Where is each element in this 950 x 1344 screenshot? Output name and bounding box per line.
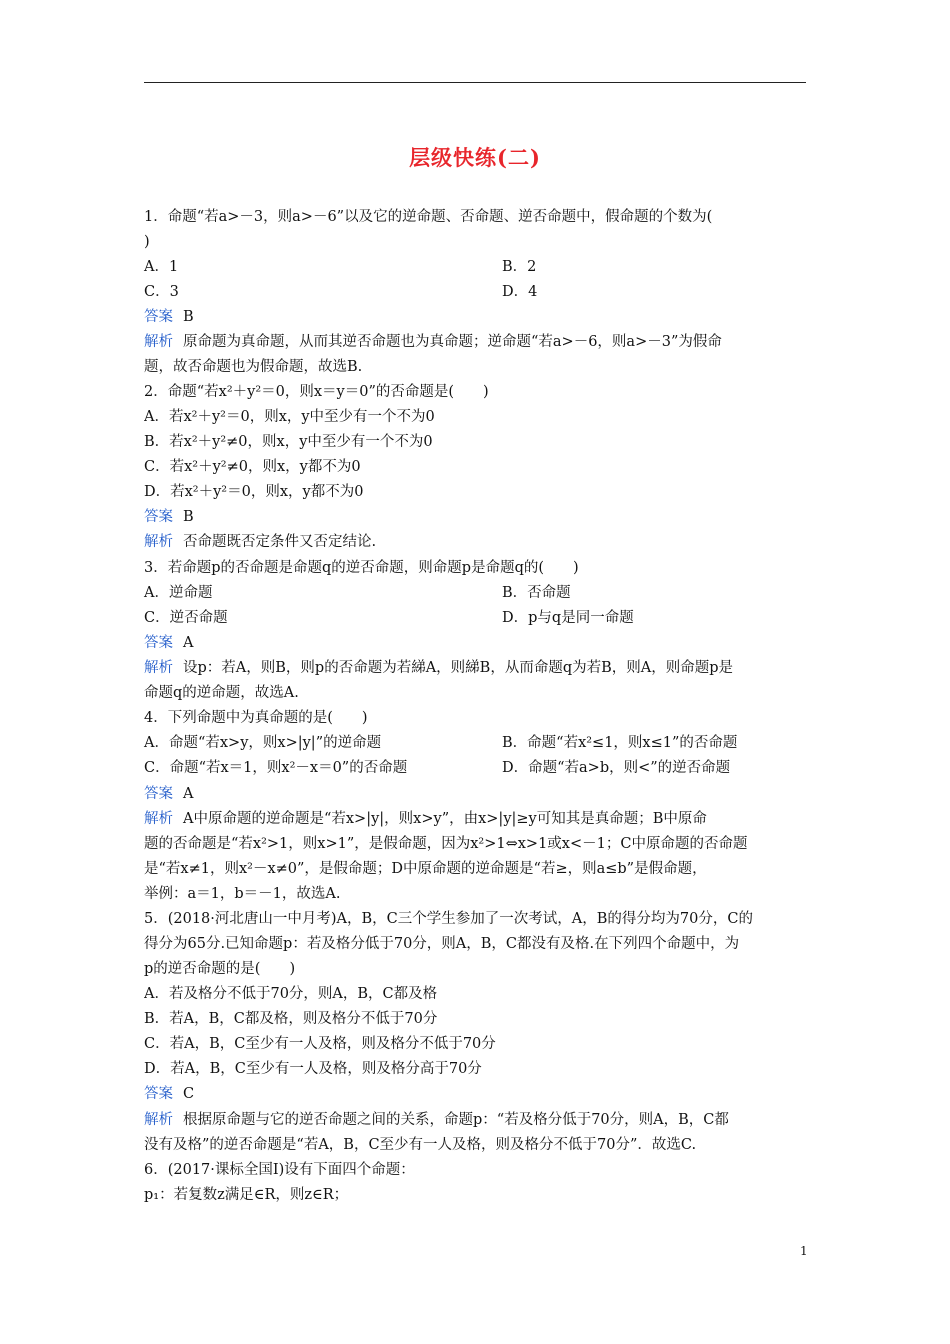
q2-option-b: B．若x²＋y²≠0，则x，y中至少有一个不为0 bbox=[144, 434, 433, 450]
analysis-label: 解析 bbox=[144, 1112, 173, 1128]
q4-option-c: C．命题“若x＝1，则x²－x＝0”的否命题 bbox=[144, 760, 408, 776]
q2-option-a: A．若x²＋y²＝0，则x，y中至少有一个不为0 bbox=[144, 409, 435, 425]
q1-analysis-line1: 原命题为真命题，从而其逆否命题也为真命题；逆命题“若a>－6，则a>－3”为假命 bbox=[183, 334, 722, 350]
q4-answer bbox=[144, 782, 806, 807]
q1-option-c: C．3 bbox=[144, 284, 179, 300]
answer-label: 答案 bbox=[144, 1086, 173, 1102]
q2-option-c: C．若x²＋y²≠0，则x，y都不为0 bbox=[144, 459, 361, 475]
q3-analysis-line2: 命题q的逆命题，故选A. bbox=[144, 685, 299, 701]
q6-proposition-p1: p₁：若复数z满足∈R，则z∈R； bbox=[144, 1187, 349, 1203]
q5-option-c: C．若A，B，C至少有一人及格，则及格分不低于70分 bbox=[144, 1036, 496, 1052]
q3-option-b: B．否命题 bbox=[502, 585, 571, 601]
q3-stem: 3．若命题p的否命题是命题q的逆否命题，则命题p是命题q的( ) bbox=[144, 560, 579, 576]
q2-option-d: D．若x²＋y²＝0，则x，y都不为0 bbox=[144, 484, 364, 500]
q3-analysis-line1: 设p：若A，则B，则p的否命题为若綈A，则綈B，从而命题q为若B，则A，则命题p是 bbox=[183, 660, 734, 676]
q4-answer-value: A bbox=[183, 786, 194, 802]
q2-answer-value: B bbox=[183, 509, 194, 525]
q5-stem-line1: 5．(2018·河北唐山一中月考)A，B，C三个学生参加了一次考试，A，B的得分均为70分，C的 bbox=[144, 911, 753, 927]
q3-option-c: C．逆否命题 bbox=[144, 610, 228, 626]
q1-stem-line2: ) bbox=[144, 234, 150, 250]
header-rule bbox=[144, 82, 806, 83]
q5-answer bbox=[144, 1082, 806, 1107]
q4-analysis bbox=[144, 807, 806, 832]
q2-analysis-line1: 否命题既否定条件又否定结论. bbox=[183, 534, 377, 550]
q3-option-a: A．逆命题 bbox=[144, 585, 213, 601]
page-number: 1 bbox=[800, 1244, 808, 1258]
page-title: 层级快练(二) bbox=[409, 145, 541, 170]
q4-analysis-line3: 是“若x≠1，则x²－x≠0”，是假命题；D中原命题的逆命题是“若≥，则a≤b”是假命题， bbox=[144, 861, 707, 877]
answer-label: 答案 bbox=[144, 309, 173, 325]
q6-stem: 6．(2017·课标全国Ⅰ)设有下面四个命题： bbox=[144, 1162, 415, 1178]
q4-analysis-line4: 举例：a＝1，b＝－1，故选A. bbox=[144, 886, 341, 902]
analysis-label: 解析 bbox=[144, 660, 173, 676]
q4-option-b: B．命题“若x²≤1，则x≤1”的否命题 bbox=[502, 735, 738, 751]
q1-option-b: B．2 bbox=[502, 259, 537, 275]
q2-answer bbox=[144, 505, 806, 530]
answer-label: 答案 bbox=[144, 635, 173, 651]
q1-option-d: D．4 bbox=[502, 284, 538, 300]
q1-analysis bbox=[144, 330, 806, 355]
q5-analysis bbox=[144, 1108, 806, 1133]
q5-answer-value: C bbox=[183, 1086, 195, 1102]
q3-answer bbox=[144, 631, 806, 656]
q1-analysis-line2: 题，故否命题也为假命题，故选B. bbox=[144, 359, 363, 375]
q5-analysis-line2: 没有及格”的逆否命题是“若A，B，C至少有一人及格，则及格分不低于70分”．故选C. bbox=[144, 1137, 697, 1153]
q5-option-b: B．若A，B，C都及格，则及格分不低于70分 bbox=[144, 1011, 438, 1027]
q5-stem-line3: p的逆否命题的是( ) bbox=[144, 961, 296, 977]
q3-analysis bbox=[144, 656, 806, 681]
q4-option-a: A．命题“若x>y，则x>|y|”的逆命题 bbox=[144, 735, 382, 751]
answer-label: 答案 bbox=[144, 786, 173, 802]
analysis-label: 解析 bbox=[144, 811, 173, 827]
q5-option-a: A．若及格分不低于70分，则A，B，C都及格 bbox=[144, 986, 438, 1002]
q1-stem-line1: 1．命题“若a>－3，则a>－6”以及它的逆命题、否命题、逆否命题中，假命题的个数为( bbox=[144, 209, 713, 225]
q4-option-d: D．命题“若a>b，则<”的逆否命题 bbox=[502, 760, 731, 776]
q3-answer-value: A bbox=[183, 635, 194, 651]
answer-label: 答案 bbox=[144, 509, 173, 525]
q4-analysis-line1: A中原命题的逆命题是“若x>|y|，则x>y”，由x>|y|≥y可知其是真命题；B中原命 bbox=[183, 811, 707, 827]
q4-stem: 4．下列命题中为真命题的是( ) bbox=[144, 710, 368, 726]
q5-option-d: D．若A，B，C至少有一人及格，则及格分高于70分 bbox=[144, 1061, 482, 1077]
q4-analysis-line2: 题的否命题是“若x²>1，则x>1”，是假命题，因为x²>1⇔x>1或x<－1；C中原命题的否命题 bbox=[144, 836, 748, 852]
q2-stem: 2．命题“若x²＋y²＝0，则x＝y＝0”的否命题是( ) bbox=[144, 384, 489, 400]
q5-stem-line2: 得分为65分.已知命题p：若及格分低于70分，则A，B，C都没有及格.在下列四个命题中，为 bbox=[144, 936, 740, 952]
q2-analysis bbox=[144, 530, 806, 555]
analysis-label: 解析 bbox=[144, 334, 173, 350]
q3-option-d: D．p与q是同一命题 bbox=[502, 610, 634, 626]
q1-answer bbox=[144, 305, 806, 330]
analysis-label: 解析 bbox=[144, 534, 173, 550]
q1-option-a: A．1 bbox=[144, 259, 179, 275]
q5-analysis-line1: 根据原命题与它的逆否命题之间的关系，命题p：“若及格分低于70分，则A，B，C都 bbox=[183, 1112, 729, 1128]
q1-answer-value: B bbox=[183, 309, 194, 325]
